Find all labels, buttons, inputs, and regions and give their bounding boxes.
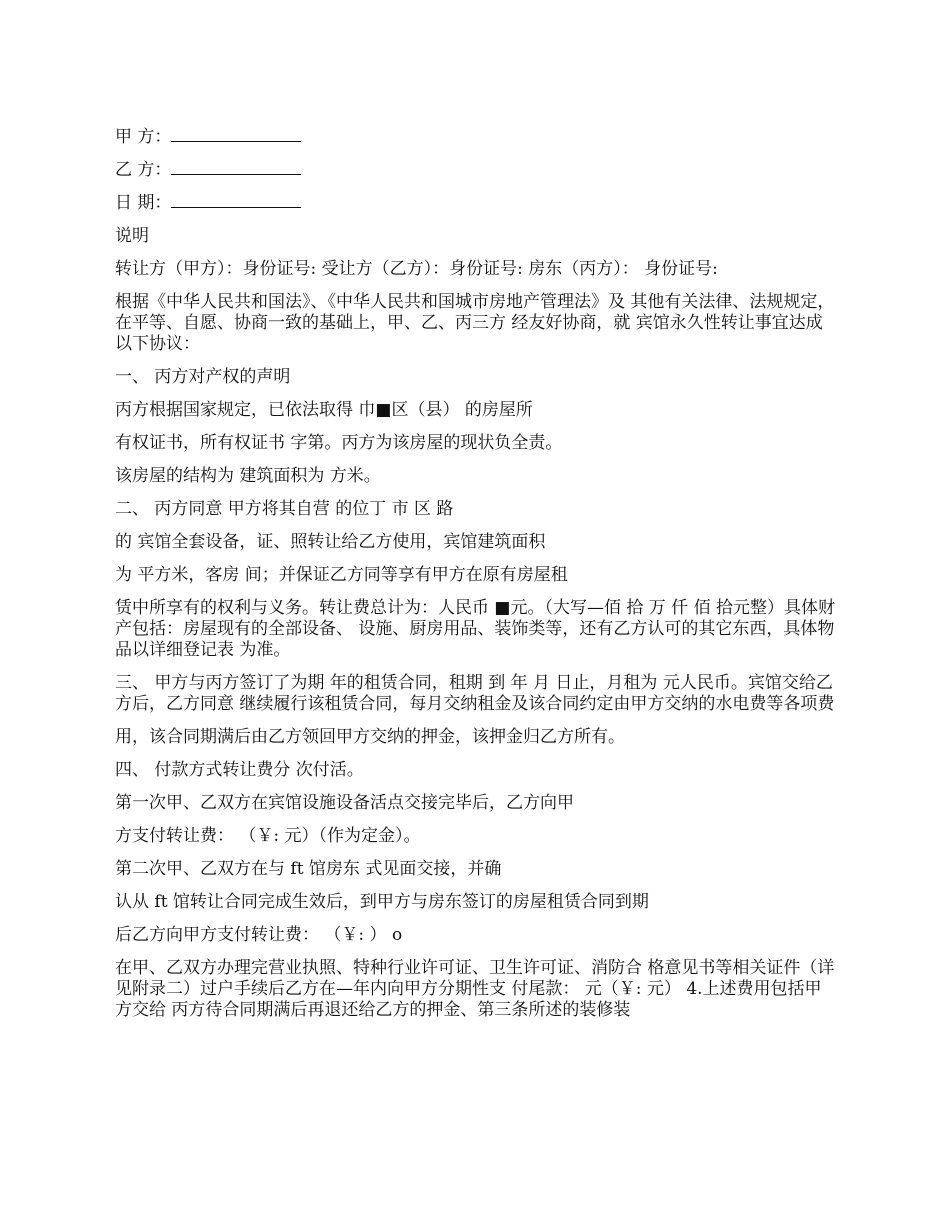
party-b-label: 乙 方： (115, 160, 172, 180)
payment-first-line-1: 第一次甲、乙双方在宾馆设施设备活点交接完毕后，乙方向甲 (115, 793, 574, 813)
clause-3-deposit: 用，该合同期满后由乙方领回甲方交纳的押金，该押金归乙方所有。 (115, 727, 625, 747)
preamble-paragraph: 根据《中华人民共和国法》、《中华人民共和国城市房地产管理法》及 其他有关法律、法规规定，在平等、自愿、协商一致的基础上，甲、乙、丙三方 经友好协商，就 宾馆永久性转让事宜达成以下协议： (115, 292, 835, 354)
party-b-blank (171, 160, 301, 175)
clause-1-line-1: 丙方根据国家规定，已依法取得 巾■区（县） 的房屋所 (115, 400, 533, 420)
clause-1-line-3: 该房屋的结构为 建筑面积为 方米。 (115, 466, 381, 486)
payment-second-line-1: 第二次甲、乙双方在与 ft 馆房东 式见面交接，并确 (115, 859, 502, 879)
party-a-blank (171, 127, 301, 142)
date-label: 日 期： (115, 193, 172, 213)
party-a-label: 甲 方： (115, 127, 172, 147)
payment-second-line-3: 后乙方向甲方支付转让费： （￥: ） o (115, 925, 403, 945)
payment-second-line-2: 认从 ft 馆转让合同完成生效后，到甲方与房东签订的房屋租赁合同到期 (115, 892, 649, 912)
payment-final-paragraph: 在甲、乙双方办理完营业执照、特种行业许可证、卫生许可证、消防合 格意见书等相关证件（详见附录二）过户手续后乙方在—年内向甲方分期性支 付尾款： 元（￥: 元） 4.上述费用包括甲方交给 丙方待合同期满后再退还给乙方的押金、第三条所述的装修装 (115, 958, 835, 1020)
clause-1-line-2: 有权证书，所有权证书 字第。丙方为该房屋的现状负全责。 (115, 433, 563, 453)
clause-2-heading: 二、 丙方同意 甲方将其自营 的位丁 市 区 路 (115, 499, 454, 519)
payment-first-line-2: 方支付转让费： （￥: 元）（作为定金）。 (115, 826, 421, 846)
clause-2-line-1: 的 宾馆全套设备，证、照转让给乙方使用，宾馆建筑面积 (115, 532, 546, 552)
clause-2-line-2: 为 平方米，客房 间；并保证乙方同等享有甲方在原有房屋租 (115, 565, 568, 585)
clause-2-transfer-fee: 赁中所享有的权利与义务。转让费总计为：人民币 ■元。（大写—佰 拾 万 仟 佰 拾元整）具体财产包括：房屋现有的全部设备、 设施、厨房用品、装饰类等，还有乙方认可的其它东西，具体物品以详细登记表 为准。 (115, 598, 835, 660)
clause-3-lease: 三、 甲方与丙方签订了为期 年的租赁合同，租期 到 年 月 日止，月租为 元人民币。宾馆交给乙方后，乙方同意 继续履行该租赁合同，每月交纳租金及该合同约定由甲方交纳的水电费等各项费 (115, 673, 835, 714)
clause-1-heading: 一、 丙方对产权的声明 (115, 367, 291, 387)
date-line (115, 193, 835, 214)
date-blank (171, 193, 301, 208)
party-b-line (115, 160, 835, 181)
clause-4-heading: 四、 付款方式转让费分 次付活。 (115, 760, 364, 780)
document-content (115, 127, 835, 1033)
party-a-line (115, 127, 835, 148)
parties-id-line: 转让方（甲方）：身份证号: 受让方（乙方）：身份证号: 房东（丙方）： 身份证号: (115, 259, 718, 279)
section-explanation-heading: 说明 (115, 226, 149, 246)
